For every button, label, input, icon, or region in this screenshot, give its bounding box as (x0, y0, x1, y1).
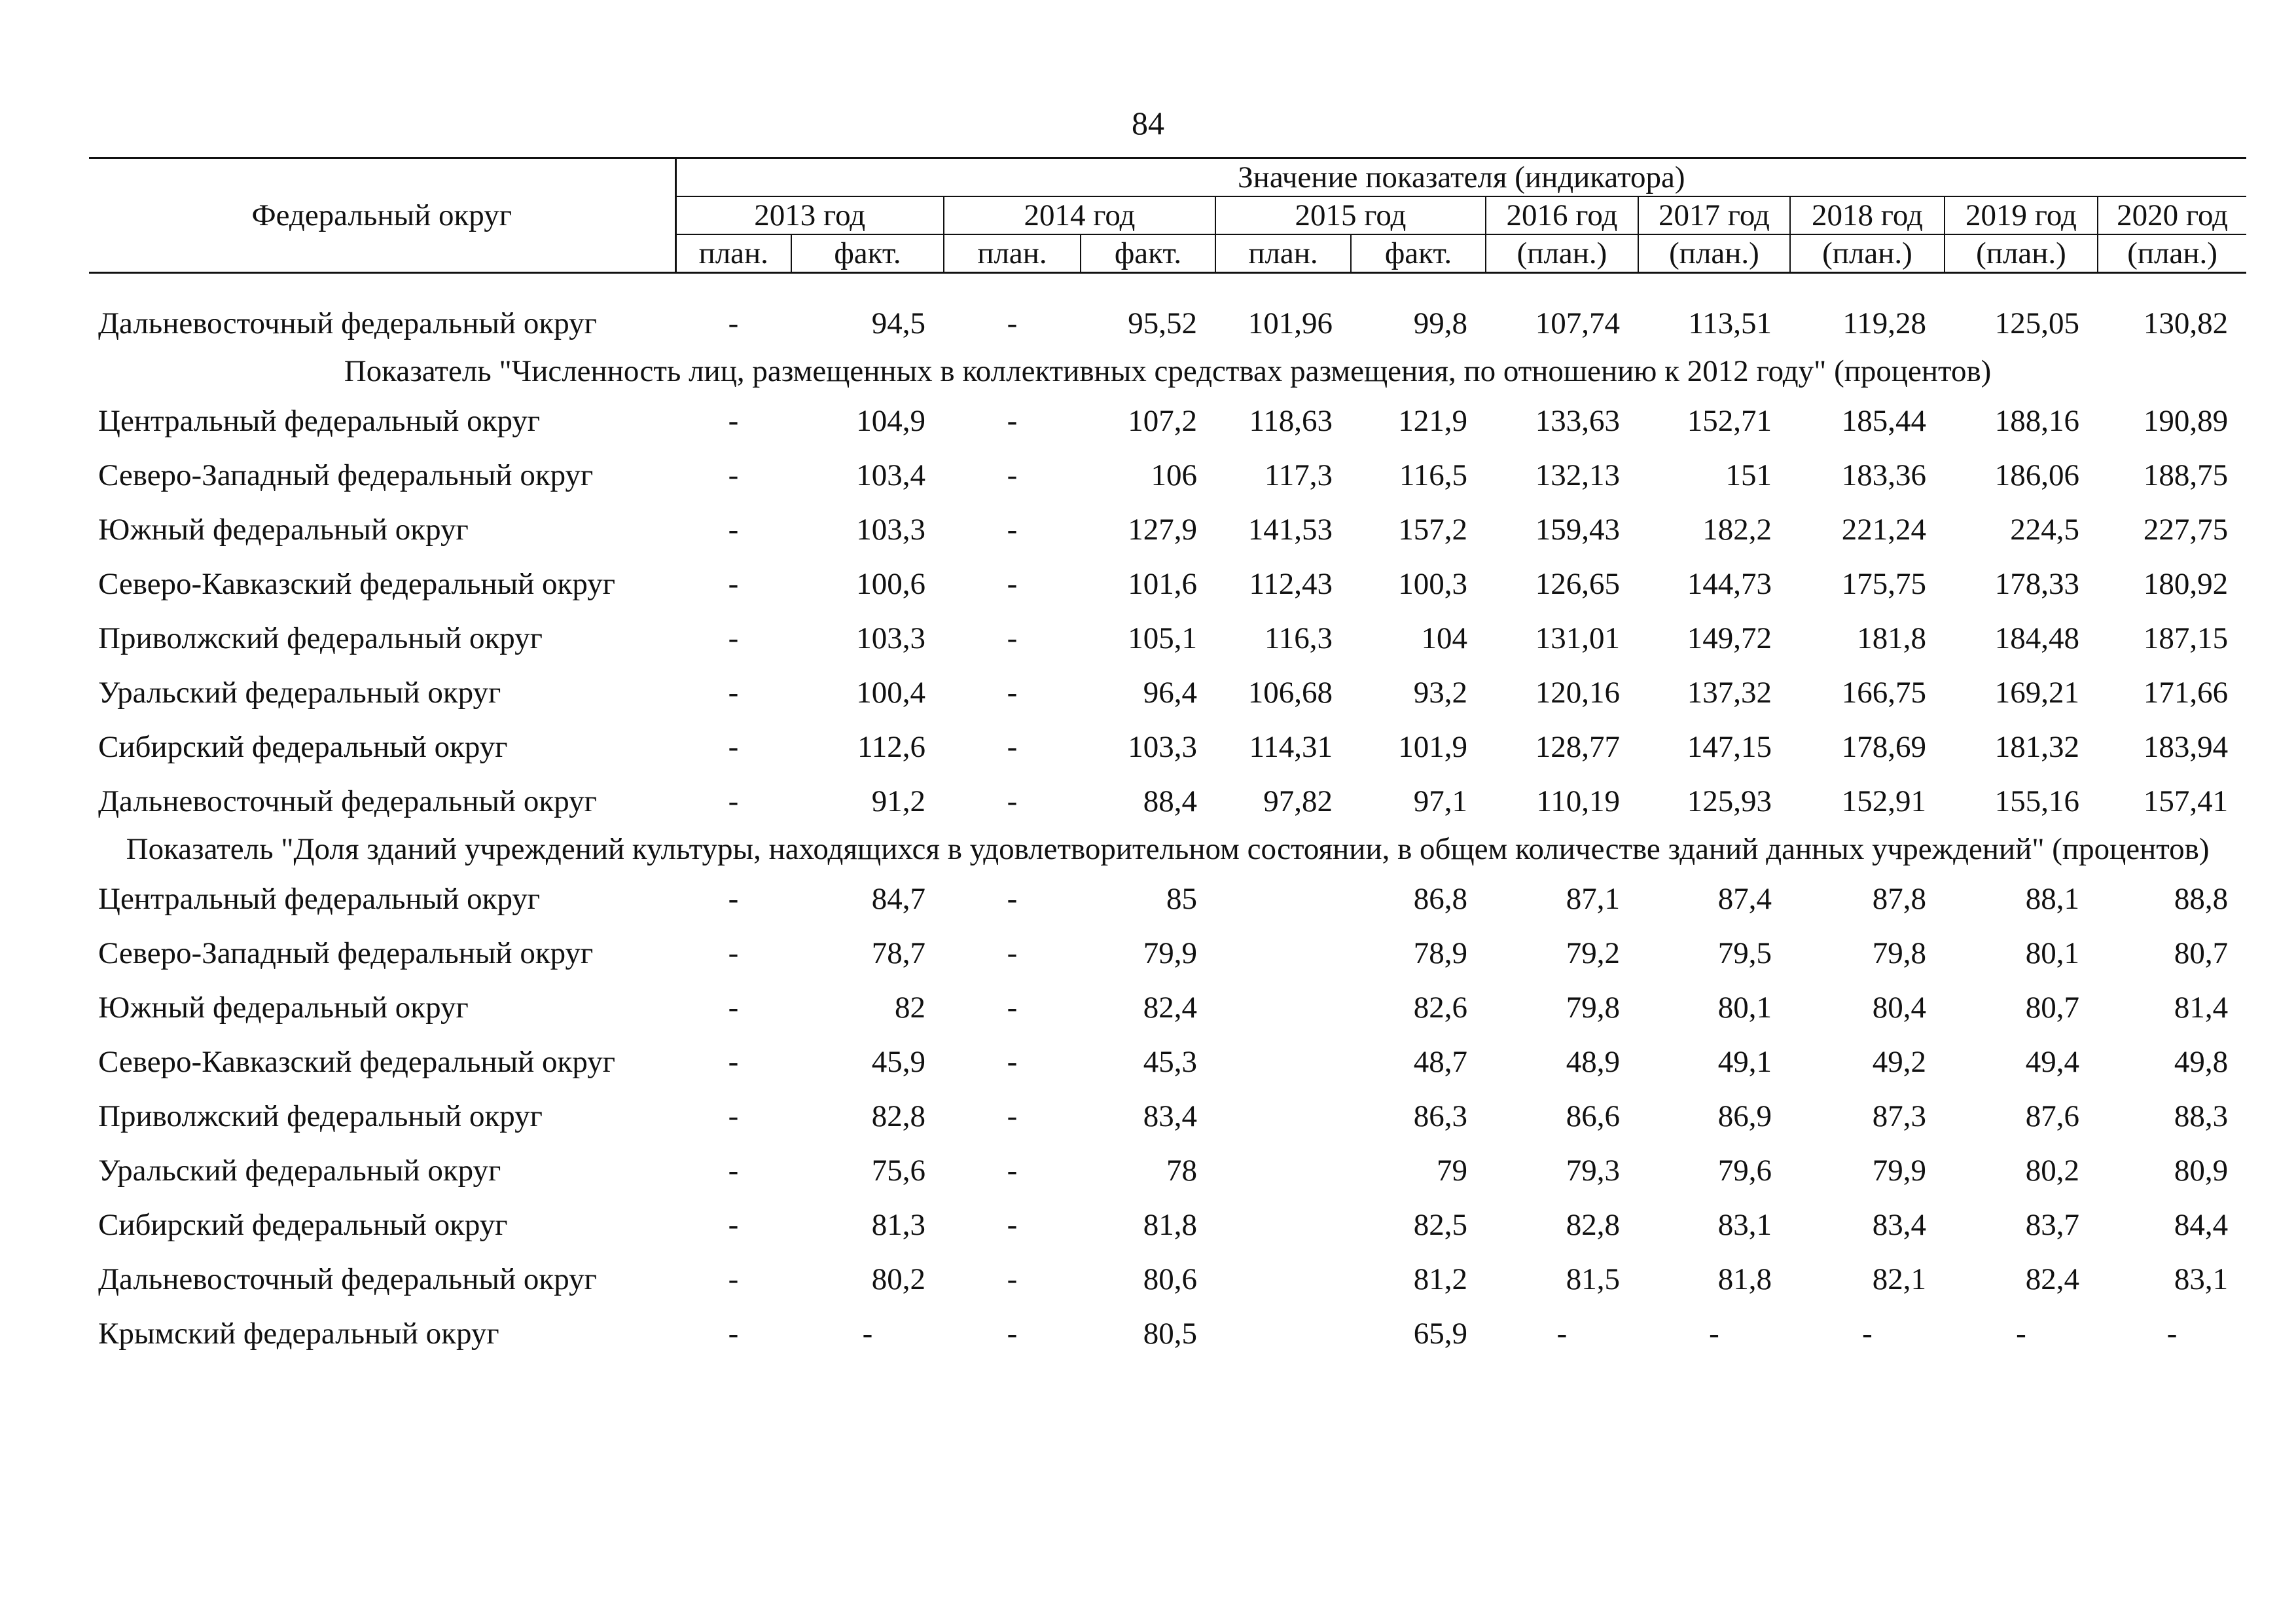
year-header: 2020 год (2098, 196, 2246, 234)
year-header: 2015 год (1215, 196, 1486, 234)
value-cell: 151 (1725, 458, 1772, 492)
value-cell: 155,16 (1994, 784, 2079, 818)
value-cell: 116,5 (1399, 458, 1467, 492)
section-title-row (89, 350, 2246, 393)
table-row (89, 448, 2246, 502)
value-cell: 65,9 (1413, 1316, 1467, 1351)
value-cell: 100,4 (856, 675, 925, 710)
value-cell: 83,7 (2025, 1207, 2079, 1242)
value-cell: - (1007, 1099, 1018, 1133)
table-row (89, 980, 2246, 1034)
value-cell: 95,52 (1128, 306, 1197, 340)
table-row (89, 926, 2246, 980)
value-cell: - (728, 512, 739, 547)
value-cell: 49,1 (1717, 1044, 1772, 1079)
value-cell: 187,15 (2143, 621, 2229, 655)
value-cell: 104,9 (856, 403, 925, 438)
region-name: Приволжский федеральный округ (98, 1099, 543, 1133)
value-cell: 80,7 (2174, 936, 2229, 970)
value-cell: - (2166, 1316, 2178, 1351)
plan-subheader: план. (675, 234, 791, 273)
value-cell: 100,3 (1398, 566, 1467, 601)
table-row (89, 1197, 2246, 1252)
section-title: Показатель "Доля зданий учреждений культуры, находящихся в удовлетворительном состоянии, в общем количестве зданий данных учреждений" (процентов) (126, 832, 2210, 866)
value-cell: 100,6 (856, 566, 925, 601)
plan-subheader: план. (1215, 234, 1351, 273)
value-cell: 120,16 (1535, 675, 1620, 710)
value-cell: 79,9 (1143, 936, 1197, 970)
value-cell: 78 (1166, 1153, 1197, 1188)
value-cell: 190,89 (2143, 403, 2229, 438)
value-cell (1215, 1197, 1351, 1252)
year-header: 2013 год (675, 196, 944, 234)
value-cell: 80,7 (2025, 990, 2079, 1025)
value-cell: - (1007, 306, 1018, 340)
value-cell: 49,2 (1872, 1044, 1926, 1079)
value-cell: - (1007, 1262, 1018, 1296)
value-cell: 185,44 (1841, 403, 1926, 438)
value-cell: 112,43 (1249, 566, 1333, 601)
value-cell: 45,3 (1143, 1044, 1197, 1079)
value-cell: 227,75 (2143, 512, 2229, 547)
value-cell: 81,4 (2174, 990, 2229, 1025)
table-row (89, 871, 2246, 926)
value-cell: - (1007, 1153, 1018, 1188)
value-cell: - (728, 403, 739, 438)
region-name: Северо-Западный федеральный округ (98, 936, 594, 970)
value-cell: 101,6 (1128, 566, 1197, 601)
value-cell: 183,94 (2143, 729, 2229, 764)
value-cell: 125,05 (1994, 306, 2079, 340)
value-cell: 121,9 (1398, 403, 1467, 438)
value-cell: 101,9 (1398, 729, 1467, 764)
value-cell: 94,5 (871, 306, 925, 340)
value-cell: 78,9 (1413, 936, 1467, 970)
value-cell: - (1007, 675, 1018, 710)
table-row (89, 1089, 2246, 1143)
table-row (89, 1252, 2246, 1306)
value-cell (1215, 1143, 1351, 1197)
value-cell: 82,8 (1566, 1207, 1620, 1242)
value-cell: 80,5 (1143, 1316, 1197, 1351)
region-name: Крымский федеральный округ (98, 1316, 499, 1351)
value-cell: - (728, 784, 739, 818)
value-cell: 157,41 (2143, 784, 2229, 818)
fact-subheader: факт. (1081, 234, 1215, 273)
value-cell: 112,6 (857, 729, 925, 764)
value-cell: - (1007, 621, 1018, 655)
value-cell: 80,1 (1717, 990, 1772, 1025)
value-cell: 80,2 (871, 1262, 925, 1296)
section-title: Показатель "Численность лиц, размещенных в коллективных средствах размещения, по отношению к 2012 году" (процентов) (344, 354, 1992, 388)
region-name: Южный федеральный округ (98, 990, 469, 1025)
value-cell: - (728, 306, 739, 340)
value-cell: 106 (1151, 458, 1197, 492)
value-cell: 147,15 (1687, 729, 1772, 764)
value-cell: 79,8 (1872, 936, 1926, 970)
value-cell: 171,66 (2143, 675, 2229, 710)
value-cell: 88,4 (1143, 784, 1197, 818)
table-row (89, 502, 2246, 556)
value-cell: 48,7 (1413, 1044, 1467, 1079)
table-row (89, 1143, 2246, 1197)
value-cell: 103,4 (856, 458, 925, 492)
value-cell: 80,1 (2025, 936, 2079, 970)
year-header: 2018 год (1790, 196, 1945, 234)
value-cell: - (728, 1044, 739, 1079)
value-cell: 96,4 (1143, 675, 1197, 710)
value-cell: 79,9 (1872, 1153, 1926, 1188)
value-cell: 110,19 (1536, 784, 1620, 818)
value-cell: 79,3 (1566, 1153, 1620, 1188)
value-cell: - (1007, 784, 1018, 818)
value-cell: 97,1 (1413, 784, 1467, 818)
value-cell: - (1709, 1316, 1719, 1351)
value-cell: 224,5 (2010, 512, 2079, 547)
year-header: 2014 год (944, 196, 1215, 234)
table-row (89, 611, 2246, 665)
page-number: 84 (1132, 105, 1164, 141)
indicator-value-header: Значение показателя (индикатора) (675, 158, 2246, 197)
value-cell: 78,7 (871, 936, 925, 970)
value-cell: - (1007, 566, 1018, 601)
value-cell: 186,06 (1994, 458, 2079, 492)
value-cell: - (1007, 1316, 1018, 1351)
region-name: Сибирский федеральный округ (98, 729, 508, 764)
value-cell: 88,1 (2025, 881, 2079, 916)
value-cell: 101,96 (1247, 306, 1333, 340)
value-cell: 184,48 (1994, 621, 2079, 655)
value-cell: - (728, 729, 739, 764)
value-cell: 116,3 (1264, 621, 1333, 655)
value-cell: 84,7 (871, 881, 925, 916)
value-cell (1215, 1252, 1351, 1306)
value-cell: 45,9 (871, 1044, 925, 1079)
value-cell: 87,8 (1872, 881, 1926, 916)
value-cell: 105,1 (1128, 621, 1197, 655)
indicator-table (89, 157, 2246, 1360)
value-cell: 117,3 (1264, 458, 1333, 492)
value-cell: 133,63 (1535, 403, 1620, 438)
value-cell: 114,31 (1249, 729, 1333, 764)
value-cell: - (1007, 936, 1018, 970)
value-cell (1215, 871, 1351, 926)
table-row (89, 296, 2246, 350)
table-row (89, 665, 2246, 720)
value-cell: 79,5 (1717, 936, 1772, 970)
value-cell: 87,1 (1566, 881, 1620, 916)
table-row (89, 720, 2246, 774)
value-cell: - (1007, 990, 1018, 1025)
value-cell: 87,4 (1717, 881, 1772, 916)
value-cell: 83,4 (1143, 1099, 1197, 1133)
value-cell: - (728, 1262, 739, 1296)
value-cell: 103,3 (856, 512, 925, 547)
value-cell: 183,36 (1841, 458, 1926, 492)
value-cell: 82,1 (1872, 1262, 1926, 1296)
table-body (89, 273, 2246, 1361)
value-cell: 159,43 (1535, 512, 1620, 547)
value-cell: - (728, 621, 739, 655)
value-cell: 81,3 (871, 1207, 925, 1242)
value-cell: 97,82 (1263, 784, 1333, 818)
region-name: Южный федеральный округ (98, 512, 469, 547)
region-name: Уральский федеральный округ (98, 675, 501, 710)
value-cell: 181,32 (1994, 729, 2079, 764)
value-cell: - (728, 990, 739, 1025)
value-cell: 79,8 (1566, 990, 1620, 1025)
value-cell: 79,6 (1717, 1153, 1772, 1188)
region-name: Центральный федеральный округ (98, 403, 541, 438)
plan-subheader: план. (944, 234, 1081, 273)
value-cell: 137,32 (1687, 675, 1772, 710)
value-cell: - (728, 1099, 739, 1133)
value-cell: 87,3 (1872, 1099, 1926, 1133)
section-title-row (89, 828, 2246, 871)
value-cell: 82,4 (1143, 990, 1197, 1025)
value-cell: - (1007, 1044, 1018, 1079)
value-cell: 182,2 (1702, 512, 1772, 547)
value-cell: 88,3 (2174, 1099, 2229, 1133)
value-cell: 188,16 (1994, 403, 2079, 438)
table-row (89, 393, 2246, 448)
value-cell: 86,6 (1566, 1099, 1620, 1133)
value-cell: - (1556, 1316, 1568, 1351)
value-cell: 104 (1421, 621, 1467, 655)
value-cell: 169,21 (1994, 675, 2079, 710)
region-name: Приволжский федеральный округ (98, 621, 543, 655)
value-cell: 107,2 (1128, 403, 1197, 438)
value-cell: 49,8 (2174, 1044, 2229, 1079)
value-cell: 131,01 (1535, 621, 1620, 655)
value-cell: - (1007, 512, 1018, 547)
value-cell: 81,5 (1566, 1262, 1620, 1296)
year-header: 2019 год (1945, 196, 2098, 234)
value-cell: 80,6 (1143, 1262, 1197, 1296)
value-cell: - (1007, 1207, 1018, 1242)
value-cell: 79 (1437, 1153, 1467, 1188)
region-name: Дальневосточный федеральный округ (98, 306, 597, 340)
value-cell: - (728, 458, 739, 492)
value-cell: 126,65 (1535, 566, 1620, 601)
plan-subheader: (план.) (1790, 234, 1945, 273)
table-row (89, 556, 2246, 611)
value-cell: 48,9 (1566, 1044, 1620, 1079)
value-cell: 86,8 (1413, 881, 1467, 916)
value-cell: 49,4 (2025, 1044, 2079, 1079)
value-cell (1215, 926, 1351, 980)
value-cell: 82,4 (2025, 1262, 2079, 1296)
value-cell: 144,73 (1687, 566, 1772, 601)
value-cell: 175,75 (1841, 566, 1926, 601)
value-cell: 82,8 (871, 1099, 925, 1133)
value-cell: 107,74 (1535, 306, 1620, 340)
spacer-row (89, 273, 2246, 297)
value-cell: - (728, 936, 739, 970)
value-cell: 166,75 (1841, 675, 1926, 710)
value-cell: 181,8 (1857, 621, 1926, 655)
value-cell: 99,8 (1413, 306, 1467, 340)
value-cell: 103,3 (1128, 729, 1197, 764)
region-name: Дальневосточный федеральный округ (98, 784, 597, 818)
value-cell: 125,93 (1687, 784, 1772, 818)
value-cell: 75,6 (871, 1153, 925, 1188)
value-cell: 130,82 (2143, 306, 2229, 340)
value-cell: 178,69 (1841, 729, 1926, 764)
value-cell: - (862, 1316, 873, 1351)
value-cell: 83,1 (1717, 1207, 1772, 1242)
value-cell: 85 (1166, 881, 1197, 916)
plan-subheader: (план.) (2098, 234, 2246, 273)
region-name: Центральный федеральный округ (98, 881, 541, 916)
value-cell: 132,13 (1535, 458, 1620, 492)
value-cell: - (728, 675, 739, 710)
value-cell: - (1007, 881, 1018, 916)
header-row-indicator (89, 158, 2246, 197)
value-cell: - (728, 1316, 739, 1351)
year-header: 2017 год (1638, 196, 1790, 234)
value-cell: 141,53 (1247, 512, 1333, 547)
value-cell: 221,24 (1841, 512, 1926, 547)
value-cell (1215, 1306, 1351, 1360)
plan-subheader: (план.) (1945, 234, 2098, 273)
value-cell: 88,8 (2174, 881, 2229, 916)
value-cell: 188,75 (2143, 458, 2229, 492)
value-cell: 180,92 (2143, 566, 2229, 601)
value-cell: 157,2 (1398, 512, 1467, 547)
value-cell: 149,72 (1687, 621, 1772, 655)
value-cell: 119,28 (1842, 306, 1926, 340)
value-cell: - (1862, 1316, 1873, 1351)
plan-subheader: (план.) (1638, 234, 1790, 273)
value-cell: - (728, 566, 739, 601)
fact-subheader: факт. (1351, 234, 1486, 273)
table-row (89, 774, 2246, 828)
value-cell: 81,2 (1413, 1262, 1467, 1296)
value-cell: 82 (895, 990, 925, 1025)
value-cell: 128,77 (1535, 729, 1620, 764)
value-cell: 81,8 (1143, 1207, 1197, 1242)
value-cell: 127,9 (1128, 512, 1197, 547)
value-cell: - (1007, 403, 1018, 438)
value-cell: - (728, 1207, 739, 1242)
value-cell: 93,2 (1413, 675, 1467, 710)
value-cell: 83,4 (1872, 1207, 1926, 1242)
value-cell: - (728, 881, 739, 916)
value-cell (1215, 1089, 1351, 1143)
value-cell: - (728, 1153, 739, 1188)
value-cell: - (1007, 729, 1018, 764)
value-cell: 106,68 (1247, 675, 1333, 710)
value-cell: 87,6 (2025, 1099, 2079, 1133)
plan-subheader: (план.) (1486, 234, 1638, 273)
value-cell: 103,3 (856, 621, 925, 655)
region-name: Северо-Западный федеральный округ (98, 458, 594, 492)
value-cell (1215, 1034, 1351, 1089)
value-cell: 80,4 (1872, 990, 1926, 1025)
table-row (89, 1306, 2246, 1360)
year-header: 2016 год (1486, 196, 1638, 234)
region-name: Северо-Кавказский федеральный округ (98, 1044, 616, 1079)
value-cell: 80,2 (2025, 1153, 2079, 1188)
table-header (89, 158, 2246, 273)
value-cell: 152,71 (1687, 403, 1772, 438)
value-cell: 86,3 (1413, 1099, 1467, 1133)
value-cell: 113,51 (1688, 306, 1772, 340)
value-cell: 86,9 (1717, 1099, 1772, 1133)
region-name: Северо-Кавказский федеральный округ (98, 566, 616, 601)
value-cell: - (2016, 1316, 2026, 1351)
value-cell: 91,2 (871, 784, 925, 818)
value-cell: 79,2 (1566, 936, 1620, 970)
fact-subheader: факт. (791, 234, 944, 273)
value-cell: 82,6 (1413, 990, 1467, 1025)
value-cell: 84,4 (2174, 1207, 2229, 1242)
region-name: Дальневосточный федеральный округ (98, 1262, 597, 1296)
region-name: Уральский федеральный округ (98, 1153, 501, 1188)
value-cell: - (1007, 458, 1018, 492)
region-name: Сибирский федеральный округ (98, 1207, 508, 1242)
value-cell: 81,8 (1717, 1262, 1772, 1296)
value-cell (1215, 980, 1351, 1034)
value-cell: 82,5 (1413, 1207, 1467, 1242)
value-cell: 152,91 (1841, 784, 1926, 818)
table-row (89, 1034, 2246, 1089)
value-cell: 178,33 (1994, 566, 2079, 601)
value-cell: 83,1 (2174, 1262, 2229, 1296)
value-cell: 118,63 (1249, 403, 1333, 438)
value-cell: 80,9 (2174, 1153, 2229, 1188)
region-column-header: Федеральный округ (89, 158, 675, 273)
